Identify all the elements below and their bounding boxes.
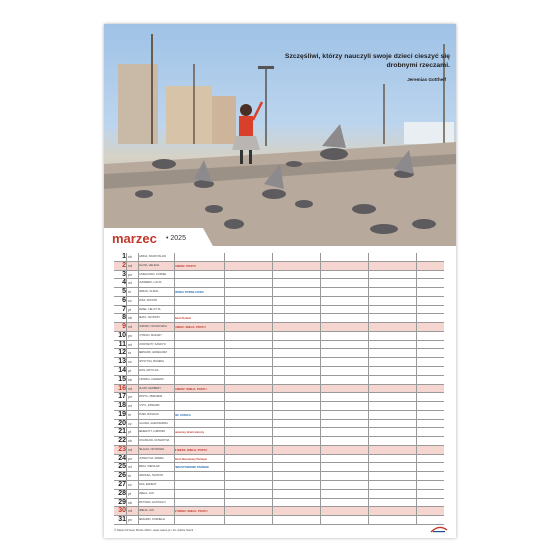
day-row [114,507,444,516]
day-event: II NIEDZ. WIELK. POSTU [174,386,207,391]
day-row [114,358,444,367]
day-row [114,341,444,350]
weekday-abbr: cz [128,483,132,488]
name-day: KLAUDIA, ALEKSANDRA [138,421,168,425]
day-number: 19 [118,410,126,418]
day-event: ŚW. JÓZEFA [174,412,191,417]
day-row [114,332,444,341]
name-day: WIKTORIA, EUSTACHY [138,500,167,504]
day-number: 11 [118,340,126,348]
day-number: 15 [118,375,126,383]
day-number: 2 [122,261,126,269]
day-number: 22 [118,437,126,445]
day-row [114,516,444,525]
name-day: CYRYL, EDWARD [138,404,160,408]
name-day: BEATA, JAN BOŻY [138,316,161,320]
day-number: 5 [122,288,126,296]
column-divider [126,253,127,525]
day-event [174,253,214,261]
day-row [114,314,444,323]
weekday-abbr: pt [128,369,132,373]
day-row [114,349,444,358]
day-row [114,279,444,288]
day-event [174,332,214,340]
day-event [174,437,214,445]
day-event [174,349,214,357]
day-row [114,323,444,332]
column-divider [224,253,225,525]
name-day: LIDIA, ERNEST [138,483,157,487]
day-number: 6 [122,296,126,304]
day-row [114,428,444,437]
day-number: 9 [122,323,126,331]
day-number: 4 [122,279,126,287]
day-number: 10 [118,331,126,339]
name-day: BERNARD, GRZEGORZ [138,351,167,355]
weekday-abbr: pn [128,333,133,338]
footer-credit: © Nasze Drzewo Plants 2024 • www.nasze.pl • fot. Adobe Stock [114,528,194,532]
weekday-abbr: nd [128,509,133,514]
year-label: • 2025 [166,235,186,242]
day-number: 12 [118,349,126,357]
weekday-abbr: nd [128,263,133,268]
weekday-abbr: wt [128,404,132,409]
day-number: 27 [118,481,126,489]
day-event [174,490,214,498]
weekday-abbr: pn [128,272,133,277]
day-event [174,341,214,349]
day-row [114,253,444,262]
weekday-abbr: wt [128,465,132,470]
day-event: II NIEDZ. POSTU [174,263,196,268]
weekday-abbr: nd [128,325,133,330]
day-number: 3 [122,270,126,278]
day-event: I NIEDZ. WIELK. POSTU [174,325,206,330]
day-row [114,288,444,297]
day-row [114,455,444,464]
day-row [114,472,444,481]
day-number: 31 [118,516,126,524]
name-day: RÓŻA, WIKTOR [138,298,157,302]
day-event: ZWIASTOWANIE PAŃSKIE [174,465,210,470]
name-day: BENEDYKT, LUBOMIR [138,430,165,434]
weekday-abbr: śr [128,351,132,356]
weekday-abbr: cz [128,360,132,365]
name-day: HALINA, HELENA [138,263,160,267]
day-event: IV NIEDZ. WIELK. POSTU [174,509,208,514]
day-number: 17 [118,393,126,401]
day-row [114,490,444,499]
name-day: KONSTANTY, KANDYD [138,342,166,346]
column-divider [174,253,175,525]
day-row [114,306,444,315]
day-event [174,279,214,287]
day-event [174,306,214,314]
name-day: BOGUSŁAW, KATARZYNA [138,439,170,443]
day-event: ŚRODA POPIELCOWA [174,290,204,295]
day-event: Dzień Narodowy Pamięci [174,456,208,461]
day-event [174,420,214,428]
day-event [174,367,214,375]
name-day: CYPRIAN, MAKARY [138,333,162,337]
day-number: 13 [118,358,126,366]
day-event [174,271,214,279]
day-event: Dzień Kobiet [174,316,191,321]
day-number: 7 [122,305,126,313]
name-day: HILARY, HERBERT [138,386,161,390]
day-event [174,297,214,305]
weekday-abbr: pt [128,430,132,435]
day-event [174,393,214,401]
day-row [114,420,444,429]
weekday-abbr: sb [128,316,133,321]
weekday-abbr: nd [128,386,133,391]
weekday-abbr: pn [128,518,133,523]
weekday-abbr: cz [128,421,132,426]
weekday-abbr: śr [128,474,132,479]
calendar-sheet [104,24,456,538]
day-row [114,437,444,446]
weekday-abbr: sb [128,377,133,382]
day-number: 14 [118,367,126,374]
name-day: ADRIAN, OLIWIA [138,290,159,294]
quote-author: Jeremias Gotthelf [407,77,446,82]
day-event [174,376,214,384]
name-day: KRYSTYNA, BOŻENA [138,360,165,364]
quote-text: Szczęśliwi, którzy nauczyli swoje dzieci cieszyć się drobnymi rzeczami. [284,53,450,69]
weekday-abbr: cz [128,298,132,303]
day-event [174,472,214,480]
day-event: pierwszy dzień wiosny [174,430,204,435]
name-day: KAZIMIERZ, LUCJA [138,281,162,285]
name-day: PATRYK, ZBIGNIEW [138,395,163,399]
day-row [114,402,444,411]
name-day: LEON, MATYLDA [138,369,159,372]
day-number: 18 [118,402,126,410]
name-day: DOMINIK, FRANCISZKA [138,325,167,329]
weekday-abbr: pn [128,395,133,400]
day-number: 26 [118,472,126,480]
day-number: 30 [118,507,126,515]
month-title: marzec [112,231,157,246]
column-divider [272,253,273,525]
publisher-logo-icon [430,525,448,533]
weekday-abbr: sb [128,500,133,505]
name-day: PELAGIA, OKTAWIAN [138,447,165,451]
day-row [114,367,444,376]
day-row [114,271,444,280]
column-divider [368,253,369,525]
column-divider [416,253,417,525]
day-event [174,516,214,524]
column-divider [320,253,321,525]
weekday-abbr: pn [128,456,133,461]
day-number: 23 [118,445,126,453]
name-day: KATARZYNA, MAREK [138,456,164,460]
weekday-abbr: śr [128,290,132,295]
header-photo [104,24,456,246]
weekday-abbr: wt [128,281,132,286]
day-row [114,499,444,508]
weekday-abbr: śr [128,412,132,417]
day-row [114,385,444,394]
column-divider [138,253,139,525]
weekday-abbr: sb [128,439,133,444]
calendar-grid [114,253,444,525]
name-day: KUNEGUNDA, KORNEL [138,272,167,276]
day-event [174,499,214,507]
name-day: JÓZEF, BOGDAN [138,412,159,416]
day-row [114,393,444,402]
day-row [114,446,444,455]
day-number: 1 [122,253,126,260]
name-day: ANIELA, JAN [138,491,154,495]
day-event [174,481,214,489]
name-day: AMELIA, JAN [138,509,154,513]
name-day: BENIAMIN, KORNELIA [138,518,166,522]
day-number: 28 [118,489,126,497]
day-row [114,411,444,420]
name-day: EMANUEL, TEODOR [138,474,164,478]
day-event: III NIEDZ. WIELK. POSTU [174,447,208,452]
day-number: 8 [122,314,126,322]
name-day: IRENA, WIESŁAW [138,465,160,469]
day-event [174,402,214,410]
day-row [114,297,444,306]
name-day: PAWEŁ, FELICYTA [138,307,161,311]
day-number: 25 [118,463,126,471]
day-row [114,463,444,472]
weekday-abbr: pt [128,491,132,496]
name-day: ALBINA, SWIATOSLAW [138,255,166,258]
weekday-abbr: pt [128,307,132,312]
day-number: 20 [118,419,126,427]
day-number: 24 [118,454,126,462]
day-row [114,262,444,271]
weekday-abbr: nd [128,447,133,452]
day-row [114,376,444,385]
name-day: LUDWIKA, KLEMENS [138,377,164,381]
day-row [114,481,444,490]
weekday-abbr: sb [128,255,133,259]
day-number: 21 [118,428,126,436]
weekday-abbr: wt [128,342,132,347]
day-number: 16 [118,384,126,392]
day-number: 29 [118,498,126,506]
day-event [174,358,214,366]
